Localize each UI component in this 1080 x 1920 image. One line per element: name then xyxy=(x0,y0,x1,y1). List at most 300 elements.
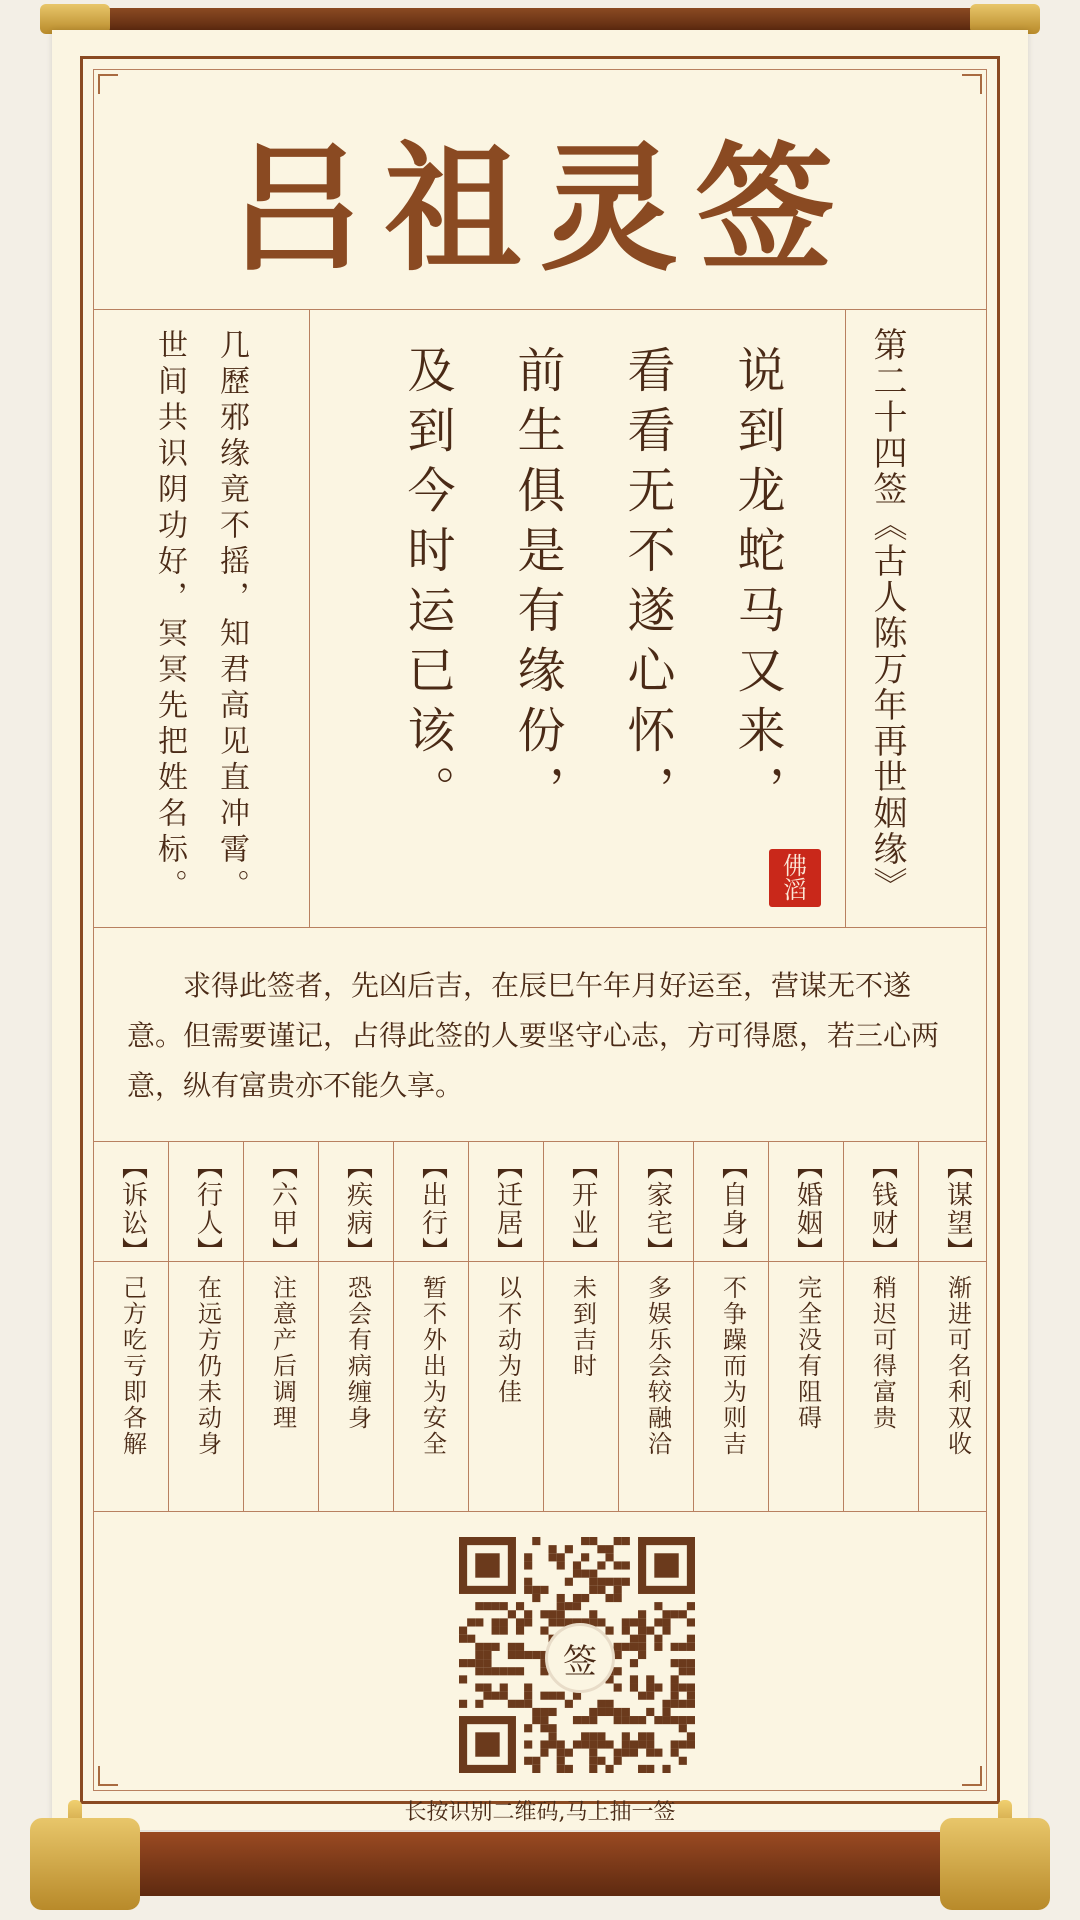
qr-module xyxy=(492,1692,500,1700)
qr-module xyxy=(573,1716,581,1724)
qr-module xyxy=(540,1716,548,1724)
qr-module xyxy=(589,1586,597,1594)
qr-module xyxy=(654,1716,662,1724)
qr-module xyxy=(516,1643,524,1651)
category-label: 【钱财】 xyxy=(867,1153,898,1265)
page-title: 吕祖灵签 xyxy=(227,127,852,290)
qr-module xyxy=(557,1749,565,1757)
qr-module xyxy=(597,1757,605,1765)
qr-module xyxy=(557,1602,565,1610)
qr-module xyxy=(614,1749,622,1757)
qr-module xyxy=(475,1643,483,1651)
qr-module xyxy=(671,1683,679,1691)
qr-caption: 长按识别二维码,马上抽一签 xyxy=(404,1800,676,1825)
category-label: 【出行】 xyxy=(417,1153,448,1265)
qr-module xyxy=(638,1732,646,1740)
qr-module xyxy=(614,1561,622,1569)
qr-module xyxy=(532,1586,540,1594)
divider xyxy=(845,309,846,927)
qr-module xyxy=(622,1732,630,1740)
qr-module xyxy=(662,1627,670,1635)
qr-module xyxy=(687,1716,695,1724)
qr-module xyxy=(557,1553,565,1561)
qr-module xyxy=(492,1602,500,1610)
top-scroll-rod xyxy=(40,8,1040,30)
qr-module xyxy=(467,1659,475,1667)
qr-module xyxy=(540,1627,548,1635)
qr-module xyxy=(516,1627,524,1635)
qr-module xyxy=(475,1602,483,1610)
qr-module xyxy=(540,1708,548,1716)
qr-module xyxy=(589,1765,597,1773)
rod-end-left xyxy=(30,1818,140,1910)
qr-module xyxy=(500,1692,508,1700)
qr-module xyxy=(679,1643,687,1651)
divider xyxy=(918,1141,919,1511)
qr-module xyxy=(605,1553,613,1561)
qr-module xyxy=(687,1700,695,1708)
qr-module xyxy=(475,1651,483,1659)
qr-module xyxy=(581,1537,589,1545)
qr-module xyxy=(557,1561,565,1569)
qr-module xyxy=(549,1740,557,1748)
qr-module xyxy=(532,1716,540,1724)
qr-module xyxy=(597,1732,605,1740)
bottom-scroll-rod xyxy=(40,1832,1040,1896)
qr-module xyxy=(524,1692,532,1700)
qr-module xyxy=(573,1740,581,1748)
qr-module xyxy=(687,1643,695,1651)
qr-module xyxy=(630,1740,638,1748)
explanation-text: 求得此签者，先凶后吉，在辰巳午年月好运至，营谋无不遂意。但需要谨记，占得此签的人要坚守心志，方可得愿，若三心两意，纵有富贵亦不能久享。 xyxy=(127,969,940,1102)
qr-module xyxy=(662,1716,670,1724)
qr-module xyxy=(687,1692,695,1700)
qr-module xyxy=(622,1708,630,1716)
side-verse-line-2: 世间共识阴功好，冥冥先把姓名标。 xyxy=(152,329,187,905)
category-label: 【六甲】 xyxy=(267,1153,298,1265)
qr-module xyxy=(540,1749,548,1757)
category-value: 未到吉时 xyxy=(568,1275,597,1379)
qr-module xyxy=(654,1602,662,1610)
qr-module xyxy=(549,1708,557,1716)
qr-code[interactable] xyxy=(459,1537,695,1773)
qr-module xyxy=(500,1602,508,1610)
corner-ornament xyxy=(962,1766,982,1786)
qr-module xyxy=(605,1627,613,1635)
qr-module xyxy=(638,1635,646,1643)
qr-module xyxy=(638,1610,646,1618)
qr-module xyxy=(679,1610,687,1618)
qr-module xyxy=(614,1578,622,1586)
qr-module xyxy=(483,1643,491,1651)
qr-module xyxy=(581,1732,589,1740)
qr-module xyxy=(459,1700,467,1708)
qr-module xyxy=(589,1610,597,1618)
qr-module xyxy=(459,1659,467,1667)
qr-module xyxy=(630,1716,638,1724)
category-label: 【谋望】 xyxy=(942,1153,973,1265)
qr-module xyxy=(597,1578,605,1586)
qr-module xyxy=(662,1708,670,1716)
seal-char: 滔 xyxy=(783,876,807,904)
rod-end-right xyxy=(940,1818,1050,1910)
qr-module xyxy=(654,1643,662,1651)
category-value: 完全没有阻碍 xyxy=(793,1275,822,1431)
qr-module xyxy=(573,1602,581,1610)
qr-module xyxy=(654,1749,662,1757)
qr-module xyxy=(516,1667,524,1675)
qr-module xyxy=(557,1618,565,1626)
qr-module xyxy=(524,1724,532,1732)
qr-module xyxy=(540,1692,548,1700)
qr-module xyxy=(500,1683,508,1691)
corner-ornament xyxy=(98,1766,118,1786)
qr-module xyxy=(549,1732,557,1740)
qr-module xyxy=(646,1765,654,1773)
qr-module xyxy=(679,1700,687,1708)
qr-module xyxy=(573,1594,581,1602)
divider xyxy=(93,309,987,310)
qr-module xyxy=(532,1594,540,1602)
qr-module xyxy=(565,1700,573,1708)
qr-module xyxy=(687,1740,695,1748)
qr-module xyxy=(508,1610,516,1618)
qr-module xyxy=(622,1618,630,1626)
inner-frame xyxy=(93,69,987,1791)
qr-module xyxy=(679,1724,687,1732)
qr-module xyxy=(597,1700,605,1708)
qr-module xyxy=(532,1757,540,1765)
qr-module xyxy=(524,1610,532,1618)
qr-module xyxy=(646,1708,654,1716)
category-value: 不争躁而为则吉 xyxy=(718,1275,747,1457)
scroll-paper xyxy=(52,30,1028,1830)
qr-module xyxy=(614,1586,622,1594)
qr-module xyxy=(500,1627,508,1635)
qr-module xyxy=(687,1618,695,1626)
category-label: 【家宅】 xyxy=(642,1153,673,1265)
qr-module xyxy=(605,1708,613,1716)
qr-module xyxy=(581,1553,589,1561)
category-label: 【自身】 xyxy=(717,1153,748,1265)
qr-module xyxy=(581,1740,589,1748)
divider xyxy=(243,1141,244,1511)
qr-module xyxy=(614,1537,622,1545)
category-value: 渐进可名利双收 xyxy=(943,1275,972,1457)
qr-module xyxy=(687,1602,695,1610)
qr-module xyxy=(549,1618,557,1626)
qr-module xyxy=(475,1667,483,1675)
qr-module xyxy=(475,1659,483,1667)
qr-module xyxy=(483,1651,491,1659)
qr-finder xyxy=(475,1553,499,1577)
qr-module xyxy=(549,1545,557,1553)
qr-module xyxy=(646,1732,654,1740)
qr-module xyxy=(614,1683,622,1691)
qr-module xyxy=(549,1610,557,1618)
qr-module xyxy=(492,1667,500,1675)
qr-module xyxy=(459,1675,467,1683)
divider xyxy=(393,1141,394,1511)
qr-module xyxy=(573,1570,581,1578)
category-label: 【婚姻】 xyxy=(792,1153,823,1265)
divider xyxy=(768,1141,769,1511)
qr-module xyxy=(516,1618,524,1626)
qr-module xyxy=(638,1692,646,1700)
category-value: 稍迟可得富贵 xyxy=(868,1275,897,1431)
qr-module xyxy=(500,1618,508,1626)
qr-module xyxy=(597,1708,605,1716)
qr-module xyxy=(679,1740,687,1748)
qr-module xyxy=(589,1749,597,1757)
divider xyxy=(543,1141,544,1511)
qr-module xyxy=(671,1675,679,1683)
qr-module xyxy=(597,1618,605,1626)
divider xyxy=(618,1141,619,1511)
qr-module xyxy=(614,1757,622,1765)
qr-module xyxy=(540,1610,548,1618)
qr-module xyxy=(524,1553,532,1561)
qr-module xyxy=(589,1708,597,1716)
qr-module xyxy=(638,1716,646,1724)
side-verse-line-1: 几歷邪缘竟不摇，知君高见直冲霄。 xyxy=(214,329,249,905)
qr-module xyxy=(671,1643,679,1651)
qr-module xyxy=(671,1740,679,1748)
qr-module xyxy=(638,1643,646,1651)
qr-module xyxy=(524,1700,532,1708)
qr-module xyxy=(646,1675,654,1683)
qr-module xyxy=(662,1610,670,1618)
qr-module xyxy=(475,1618,483,1626)
qr-module xyxy=(662,1618,670,1626)
qr-module xyxy=(589,1740,597,1748)
qr-module xyxy=(630,1618,638,1626)
qr-module xyxy=(671,1700,679,1708)
qr-module xyxy=(671,1716,679,1724)
qr-module xyxy=(638,1627,646,1635)
qr-module xyxy=(597,1545,605,1553)
qr-module xyxy=(687,1732,695,1740)
qr-module xyxy=(622,1749,630,1757)
category-value: 以不动为佳 xyxy=(493,1275,522,1405)
qr-module xyxy=(549,1692,557,1700)
seal-char: 佛 xyxy=(783,852,807,880)
qr-module xyxy=(516,1602,524,1610)
qr-module xyxy=(589,1716,597,1724)
category-value: 己方吃亏即各解 xyxy=(118,1275,147,1457)
category-label: 【疾病】 xyxy=(342,1153,373,1265)
divider xyxy=(93,1511,987,1512)
qr-module xyxy=(654,1618,662,1626)
qr-module xyxy=(662,1700,670,1708)
qr-module xyxy=(597,1586,605,1594)
qr-module xyxy=(605,1740,613,1748)
qr-module xyxy=(630,1683,638,1691)
qr-module xyxy=(540,1740,548,1748)
qr-module xyxy=(524,1586,532,1594)
divider xyxy=(468,1141,469,1511)
qr-module xyxy=(671,1659,679,1667)
qr-module xyxy=(687,1667,695,1675)
divider xyxy=(309,309,310,927)
qr-module xyxy=(614,1667,622,1675)
qr-module xyxy=(581,1716,589,1724)
category-value: 暂不外出为安全 xyxy=(418,1275,447,1457)
qr-module xyxy=(557,1765,565,1773)
qr-module xyxy=(646,1692,654,1700)
category-value: 注意产后调理 xyxy=(268,1275,297,1431)
qr-module xyxy=(557,1740,565,1748)
divider xyxy=(93,1141,987,1142)
qr-module xyxy=(483,1602,491,1610)
qr-module xyxy=(646,1749,654,1757)
qr-module xyxy=(646,1683,654,1691)
qr-module xyxy=(630,1659,638,1667)
category-value: 多娱乐会较融洽 xyxy=(643,1275,672,1457)
qr-module xyxy=(622,1716,630,1724)
qr-module xyxy=(532,1708,540,1716)
qr-module xyxy=(646,1740,654,1748)
qr-module xyxy=(565,1545,573,1553)
qr-module xyxy=(581,1570,589,1578)
category-value: 在远方仍未动身 xyxy=(193,1275,222,1457)
qr-module xyxy=(492,1627,500,1635)
qr-module xyxy=(557,1757,565,1765)
sign-title: 第二十四签《古人陈万年再世姻缘》 xyxy=(867,327,907,903)
qr-module xyxy=(671,1692,679,1700)
qr-module xyxy=(524,1651,532,1659)
qr-module xyxy=(687,1659,695,1667)
qr-module xyxy=(614,1708,622,1716)
qr-module xyxy=(687,1635,695,1643)
category-label: 【开业】 xyxy=(567,1153,598,1265)
qr-center-badge: 签 xyxy=(545,1623,615,1693)
qr-module xyxy=(614,1643,622,1651)
divider xyxy=(93,927,987,928)
qr-module xyxy=(532,1765,540,1773)
qr-module xyxy=(508,1700,516,1708)
qr-module xyxy=(540,1724,548,1732)
qr-module xyxy=(605,1545,613,1553)
qr-module xyxy=(589,1732,597,1740)
divider xyxy=(93,1261,987,1262)
qr-module xyxy=(524,1618,532,1626)
outer-frame xyxy=(80,56,1000,1825)
qr-module xyxy=(467,1635,475,1643)
qr-module xyxy=(483,1667,491,1675)
seal-stamp xyxy=(769,849,821,907)
qr-module xyxy=(459,1635,467,1643)
divider xyxy=(318,1141,319,1511)
qr-module xyxy=(483,1659,491,1667)
qr-module xyxy=(622,1537,630,1545)
qr-module xyxy=(622,1561,630,1569)
divider xyxy=(693,1141,694,1511)
qr-module xyxy=(475,1683,483,1691)
qr-module xyxy=(581,1594,589,1602)
qr-module xyxy=(679,1757,687,1765)
qr-module xyxy=(565,1578,573,1586)
qr-module xyxy=(475,1700,483,1708)
qr-module xyxy=(549,1724,557,1732)
divider xyxy=(843,1141,844,1511)
qr-module xyxy=(589,1578,597,1586)
qr-module xyxy=(492,1643,500,1651)
qr-module xyxy=(540,1586,548,1594)
qr-module xyxy=(662,1765,670,1773)
qr-module xyxy=(614,1716,622,1724)
qr-module xyxy=(622,1643,630,1651)
qr-module xyxy=(532,1651,540,1659)
qr-module xyxy=(622,1740,630,1748)
divider xyxy=(168,1141,169,1511)
qr-module xyxy=(549,1553,557,1561)
qr-module xyxy=(597,1561,605,1569)
qr-module xyxy=(508,1667,516,1675)
qr-module xyxy=(557,1610,565,1618)
qr-finder xyxy=(475,1732,499,1756)
corner-ornament xyxy=(98,74,118,94)
qr-module xyxy=(524,1757,532,1765)
qr-module xyxy=(638,1740,646,1748)
qr-module xyxy=(565,1749,573,1757)
qr-module xyxy=(679,1659,687,1667)
qr-module xyxy=(597,1740,605,1748)
qr-module xyxy=(671,1610,679,1618)
category-label: 【迁居】 xyxy=(492,1153,523,1265)
qr-module xyxy=(605,1578,613,1586)
qr-module xyxy=(516,1700,524,1708)
qr-module xyxy=(589,1537,597,1545)
qr-module xyxy=(483,1692,491,1700)
qr-module xyxy=(524,1561,532,1569)
qr-module xyxy=(679,1683,687,1691)
qr-module xyxy=(605,1700,613,1708)
qr-module xyxy=(671,1749,679,1757)
qr-module xyxy=(500,1667,508,1675)
poem-line-4: 及到今时运已该。 xyxy=(399,345,455,825)
category-label: 【诉讼】 xyxy=(117,1153,148,1265)
qr-module xyxy=(638,1618,646,1626)
poem-line-2: 看看无不遂心怀， xyxy=(619,345,675,825)
qr-module xyxy=(589,1757,597,1765)
qr-module xyxy=(557,1594,565,1602)
qr-module xyxy=(524,1740,532,1748)
qr-module xyxy=(605,1594,613,1602)
qr-module xyxy=(589,1570,597,1578)
qr-module xyxy=(557,1692,565,1700)
qr-module xyxy=(622,1578,630,1586)
qr-module xyxy=(605,1765,613,1773)
qr-module xyxy=(573,1561,581,1569)
poem-line-3: 前生俱是有缘份， xyxy=(509,345,565,825)
qr-module xyxy=(524,1683,532,1691)
qr-module xyxy=(679,1667,687,1675)
qr-module xyxy=(614,1594,622,1602)
qr-module xyxy=(630,1675,638,1683)
qr-module xyxy=(483,1683,491,1691)
qr-module xyxy=(565,1765,573,1773)
qr-module xyxy=(622,1627,630,1635)
corner-ornament xyxy=(962,74,982,94)
qr-module xyxy=(508,1651,516,1659)
qr-module xyxy=(654,1635,662,1643)
qr-module xyxy=(524,1578,532,1586)
qr-module xyxy=(638,1765,646,1773)
category-value: 恐会有病缠身 xyxy=(343,1275,372,1431)
qr-module xyxy=(630,1749,638,1757)
qr-finder xyxy=(654,1553,678,1577)
